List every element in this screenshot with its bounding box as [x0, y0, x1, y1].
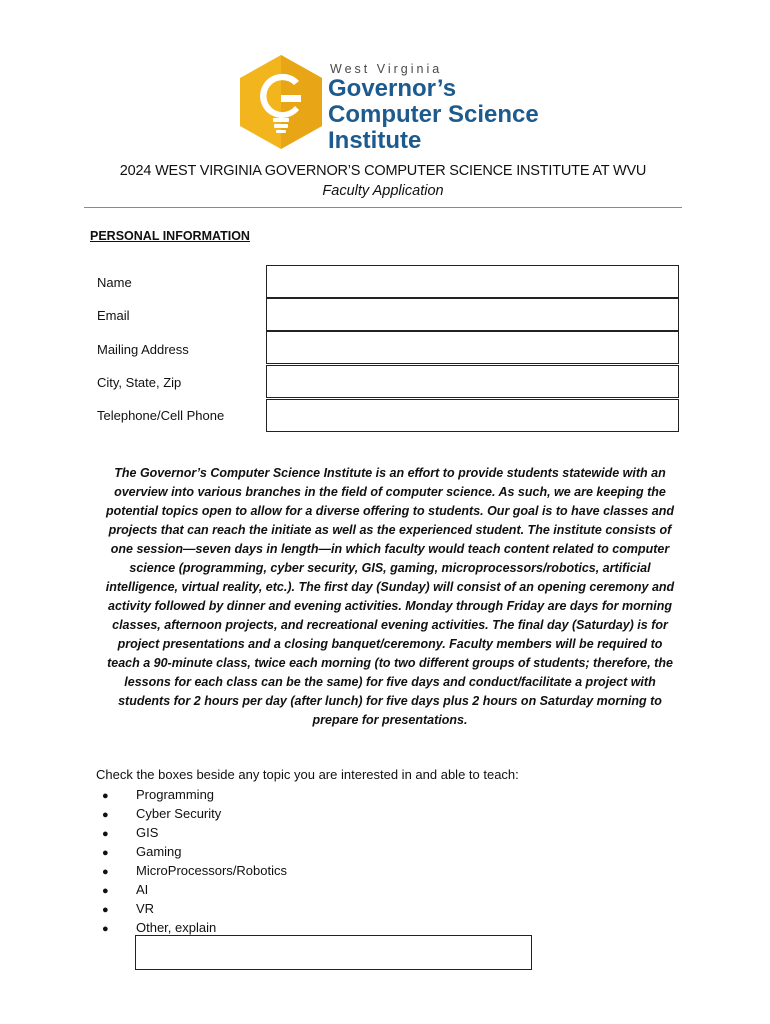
city-state-zip-label: City, State, Zip	[97, 375, 182, 390]
document-subtitle: Faculty Application	[322, 183, 444, 199]
bullet-icon: ●	[102, 923, 109, 935]
phone-field[interactable]	[266, 399, 679, 432]
topic-label: Programming	[136, 787, 215, 802]
topic-label: GIS	[136, 825, 159, 840]
logo-kicker: West Virginia	[330, 62, 443, 76]
bullet-icon: ●	[102, 904, 109, 916]
phone-label: Telephone/Cell Phone	[97, 408, 225, 423]
topic-item-cyber-security[interactable]	[102, 804, 287, 823]
header-divider	[84, 207, 682, 208]
topic-item-vr[interactable]	[102, 899, 287, 918]
topic-item-ai[interactable]	[102, 880, 287, 899]
topic-item-gaming[interactable]	[102, 842, 287, 861]
email-label: Email	[97, 308, 130, 323]
name-field[interactable]	[266, 265, 679, 298]
bullet-icon: ●	[102, 809, 109, 821]
logo-wordmark	[328, 62, 539, 154]
institute-description: The Governor’s Computer Science Institute is an effort to provide students statewide with an overview into various branches in the field of computer science. As such, we are keeping the potential topics open to allow for a diverse offering to students. Our goal is to have classes and projects that can reach the initiate as well as the experienced student. The institute consists of one session—seven days in length—in which faculty would teach content related to computer science (programming, cyber security, GIS, gaming, microprocessors/robotics, artificial intelligence, virtual reality, etc.). The first day (Sunday) will consist of an opening ceremony and activity followed by dinner and evening activities. Monday through Friday are days for morning classes, afternoon projects, and recreational evening activities. The final day (Saturday) is for project presentations and a closing banquet/ceremony. Faculty members will be required to teach a 90-minute class, twice each morning (to two different groups of students; therefore, the lessons for each class can be the same) for five days and conduct/facilitate a project with students for 2 hours per day (after lunch) for five days plus 2 hours on Saturday morning to prepare for presentations.	[105, 466, 675, 727]
logo-line-institute: Institute	[328, 127, 422, 154]
topic-item-programming[interactable]	[102, 785, 287, 804]
topic-label: VR	[136, 901, 155, 916]
topic-label: Gaming	[136, 844, 182, 859]
topic-label: MicroProcessors/Robotics	[136, 863, 287, 878]
document-title: 2024 WEST VIRGINIA GOVERNOR’S COMPUTER SCIENCE INSTITUTE AT WVU	[119, 163, 647, 179]
topic-label: Cyber Security	[136, 806, 222, 821]
institute-logo	[236, 52, 539, 154]
bullet-icon: ●	[102, 828, 109, 840]
bullet-icon: ●	[102, 885, 109, 897]
logo-line-governors: Governor’s	[328, 75, 457, 102]
bullet-icon: ●	[102, 790, 109, 802]
mailing-address-label: Mailing Address	[97, 342, 189, 357]
topics-prompt: Check the boxes beside any topic you are interested in and able to teach:	[96, 767, 519, 782]
topic-label: AI	[136, 882, 149, 897]
name-label: Name	[97, 275, 132, 290]
bullet-icon: ●	[102, 847, 109, 859]
other-explain-field[interactable]	[135, 935, 532, 970]
topic-list	[102, 785, 287, 937]
topic-item-microprocessors-robotics[interactable]	[102, 861, 287, 880]
email-field[interactable]	[266, 298, 679, 331]
topic-label: Other, explain	[136, 920, 217, 935]
logo-line-computer-science: Computer Science	[328, 101, 539, 128]
lightbulb-g-hexagon-icon	[236, 52, 326, 152]
topic-item-gis[interactable]	[102, 823, 287, 842]
city-state-zip-field[interactable]	[266, 365, 679, 398]
bullet-icon: ●	[102, 866, 109, 878]
personal-info-heading: PERSONAL INFORMATION	[90, 229, 250, 243]
document-header	[84, 163, 682, 199]
mailing-address-field[interactable]	[266, 331, 679, 364]
